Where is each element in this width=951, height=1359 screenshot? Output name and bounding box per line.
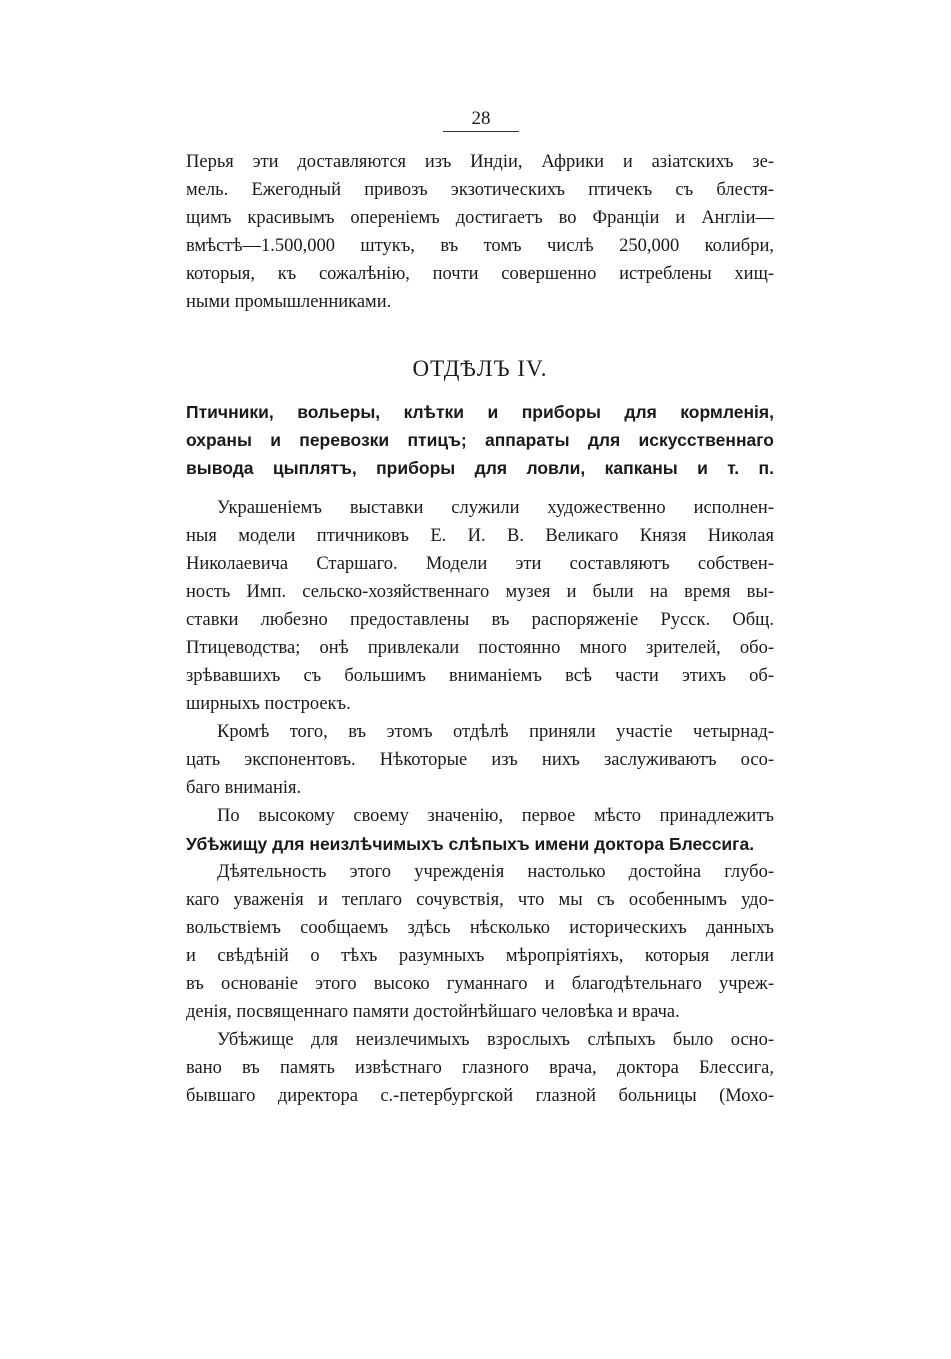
paragraph-line: цать экспонентовъ. Нѣкоторые изъ нихъ заслуживаютъ осо- bbox=[186, 750, 774, 770]
section-subtitle-line: охраны и перевозки птицъ; аппараты для искусственнаго bbox=[186, 430, 774, 450]
paragraph-line: въ основаніе этого высоко гуманнаго и благодѣтельнаго учреж- bbox=[186, 974, 774, 994]
paragraph-line: денія, посвященнаго памяти достойнѣйшаго человѣка и врача. bbox=[186, 1002, 680, 1022]
paragraph-line: Убѣжище для неизлечимыхъ взрослыхъ слѣпыхъ было осно- bbox=[217, 1030, 774, 1050]
paragraph-line: По высокому своему значенію, первое мѣсто принадлежитъ bbox=[217, 806, 774, 826]
paragraph-line: зрѣвавшихъ съ большимъ вниманіемъ всѣ части этихъ об- bbox=[186, 666, 774, 686]
intro-line: которыя, къ сожалѣнію, почти совершенно истреблены хищ- bbox=[186, 264, 774, 284]
section-heading: ОТДѢЛЪ IV. bbox=[412, 356, 548, 381]
paragraph-line: Украшеніемъ выставки служили художественно исполнен- bbox=[217, 498, 774, 518]
paragraph-line: Кромѣ того, въ этомъ отдѣлѣ приняли участіе четырнад- bbox=[217, 722, 774, 742]
section-subtitle-line: вывода цыплятъ, приборы для ловли, капканы и т. п. bbox=[186, 458, 774, 478]
paragraph-line: ность Имп. сельско-хозяйственнаго музея и были на время вы- bbox=[186, 582, 774, 602]
intro-line: вмѣстѣ—1.500,000 штукъ, въ томъ числѣ 250,000 колибри, bbox=[186, 236, 774, 256]
paragraph-line: бывшаго директора с.-петербургской глазной больницы (Мохо- bbox=[186, 1086, 774, 1106]
paragraph-line: Птицеводства; онѣ привлекали постоянно много зрителей, обо- bbox=[186, 638, 774, 658]
paragraph-line: Дѣятельность этого учрежденія настолько достойна глубо- bbox=[217, 862, 774, 882]
paragraph-line: вольствіемъ сообщаемъ здѣсь нѣсколько историческихъ данныхъ bbox=[186, 918, 774, 938]
paragraph-line: вано въ память извѣстнаго глазного врача, доктора Блессига, bbox=[186, 1058, 774, 1078]
page-number-rule bbox=[443, 131, 519, 132]
intro-line: ными промышленниками. bbox=[186, 292, 392, 312]
paragraph-line: ставки любезно предоставлены въ распоряженіе Русск. Общ. bbox=[186, 610, 774, 630]
paragraph-line: каго уваженія и теплаго сочувствія, что мы съ особеннымъ удо- bbox=[186, 890, 774, 910]
paragraph-line: ширныхъ построекъ. bbox=[186, 694, 351, 714]
paragraph-line: и свѣдѣній о тѣхъ разумныхъ мѣропріятіяхъ, которыя легли bbox=[186, 946, 774, 966]
intro-line: Перья эти доставляются изъ Индіи, Африки и азіатскихъ зе- bbox=[186, 152, 774, 172]
paragraph-line: ныя модели птичниковъ Е. И. В. Великаго Князя Николая bbox=[186, 526, 774, 546]
paragraph-line: Николаевича Старшаго. Модели эти составляютъ собствен- bbox=[186, 554, 774, 574]
section-subtitle-line: Птичники, вольеры, клѣтки и приборы для кормленія, bbox=[186, 402, 774, 422]
intro-line: щимъ красивымъ опереніемъ достигаетъ во Франціи и Англіи— bbox=[186, 208, 774, 228]
highlighted-institution-name: Убѣжищу для неизлѣчимыхъ слѣпыхъ имени доктора Блессига. bbox=[186, 834, 755, 854]
intro-line: мель. Ежегодный привозъ экзотическихъ птичекъ съ блестя- bbox=[186, 180, 774, 200]
paragraph-line: баго вниманія. bbox=[186, 778, 302, 798]
page-number: 28 bbox=[471, 108, 491, 129]
